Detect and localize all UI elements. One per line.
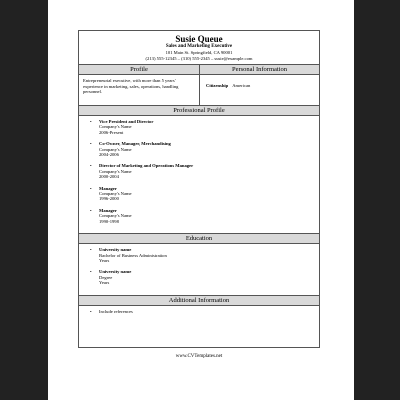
personal-info-heading: Personal Information xyxy=(200,64,319,75)
education-heading: Education xyxy=(79,233,319,244)
university-name: University name xyxy=(99,269,132,275)
citizenship-label: Citizenship xyxy=(206,83,229,88)
company-name: Company's Name xyxy=(99,146,132,152)
additional-entry xyxy=(90,308,319,314)
education-entry xyxy=(90,269,319,286)
resume-header xyxy=(79,31,319,64)
document-page xyxy=(48,0,354,400)
bullet-icon: • xyxy=(90,269,92,275)
job-entry xyxy=(90,119,319,135)
additional-info-heading: Additional Information xyxy=(79,295,319,306)
bullet-icon: • xyxy=(90,163,92,169)
job-dates: 1990-1998 xyxy=(99,218,119,224)
degree: Degree xyxy=(99,274,113,280)
degree: Bachelor of Business Administration xyxy=(99,252,167,258)
bullet-icon: • xyxy=(90,308,92,314)
candidate-name: Susie Queue xyxy=(175,34,223,44)
education-years: Years xyxy=(99,280,110,286)
contact-line: (213) 555-12345 – (310) 555-2345 – susie@example.com xyxy=(145,55,253,61)
job-title: Manager xyxy=(99,207,117,213)
company-name: Company's Name xyxy=(99,168,132,174)
additional-list xyxy=(79,306,319,323)
job-dates: 2000-2004 xyxy=(99,174,119,180)
personal-info xyxy=(200,75,319,105)
bullet-icon: • xyxy=(90,141,92,147)
bullet-icon: • xyxy=(90,247,92,253)
university-name: University name xyxy=(99,247,132,253)
resume xyxy=(78,30,320,348)
profile-text: Entrepreneurial executive, with more than 5 years' experience in marketing, sales, operations, handling personnel. xyxy=(79,75,200,105)
job-dates: 2006-Present xyxy=(99,129,124,135)
profile-row xyxy=(79,75,319,105)
professional-profile-heading: Professional Profile xyxy=(79,105,319,116)
company-name: Company's Name xyxy=(99,191,132,197)
company-name: Company's Name xyxy=(99,124,132,130)
jobs-list xyxy=(79,116,319,233)
education-entry xyxy=(90,247,319,263)
job-title: Manager xyxy=(99,185,117,191)
additional-item: Include references xyxy=(99,308,133,314)
job-entry xyxy=(90,185,319,202)
profile-header-row xyxy=(79,64,319,75)
education-list xyxy=(79,244,319,294)
footer-link[interactable]: www.CVTemplates.net xyxy=(175,354,223,359)
job-dates: 2004-2006 xyxy=(99,152,119,158)
job-entry xyxy=(90,207,319,224)
bullet-icon: • xyxy=(90,119,92,124)
job-entry xyxy=(90,141,319,158)
citizenship-value: American xyxy=(232,83,251,88)
education-years: Years xyxy=(99,257,110,263)
bullet-icon: • xyxy=(90,185,92,191)
job-title: Co-Owner, Manager, Merchandising xyxy=(99,141,171,147)
job-dates: 1996-2000 xyxy=(99,196,119,202)
profile-heading: Profile xyxy=(79,64,200,75)
job-entry xyxy=(90,163,319,180)
bullet-icon: • xyxy=(90,207,92,213)
company-name: Company's Name xyxy=(99,213,132,219)
candidate-title: Sales and Marketing Executive xyxy=(165,44,233,49)
job-title: Director of Marketing and Operations Manager xyxy=(99,163,194,169)
job-title: Vice President and Director xyxy=(99,119,154,124)
address: 101 Main St. Springfield, CA 90001 xyxy=(165,50,233,55)
